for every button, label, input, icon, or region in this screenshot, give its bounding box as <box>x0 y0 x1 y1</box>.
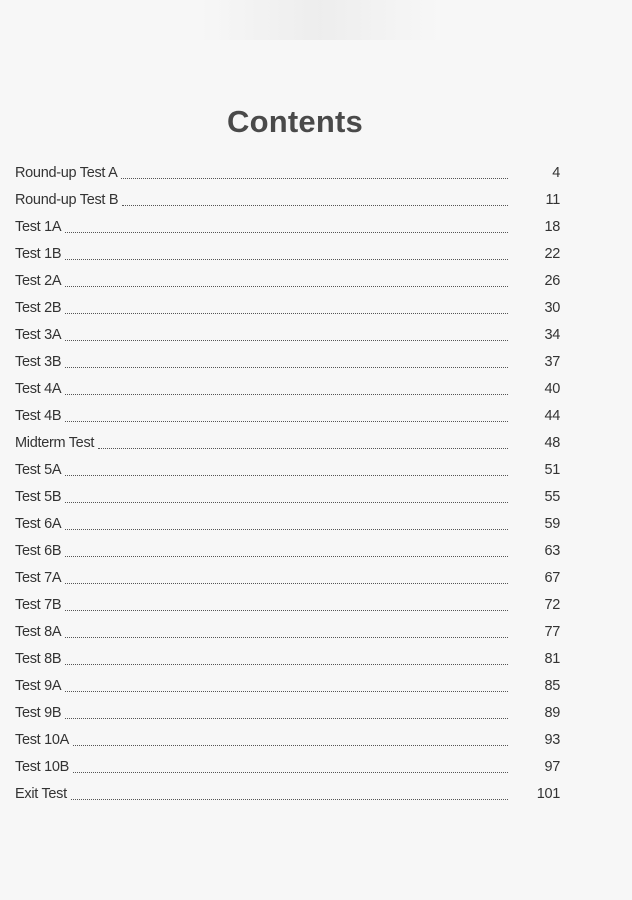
toc-entry <box>15 376 560 403</box>
toc-entry-label: Test 3A <box>15 327 62 343</box>
toc-entry <box>15 187 560 214</box>
dot-leader <box>65 529 508 530</box>
toc-entry-page-number: 51 <box>544 462 560 478</box>
table-of-contents <box>15 160 560 808</box>
dot-leader <box>65 367 508 368</box>
toc-entry-page-number: 97 <box>544 759 560 775</box>
toc-entry <box>15 511 560 538</box>
toc-entry-label: Midterm Test <box>15 435 95 451</box>
toc-entry <box>15 295 560 322</box>
toc-entry <box>15 403 560 430</box>
toc-entry-label: Test 4A <box>15 381 62 397</box>
toc-entry <box>15 538 560 565</box>
toc-entry-page-number: 11 <box>545 192 560 208</box>
dot-leader <box>65 583 508 584</box>
toc-entry-page-number: 77 <box>544 624 560 640</box>
dot-leader <box>65 664 508 665</box>
toc-entry-label: Test 1A <box>15 219 62 235</box>
toc-entry-page-number: 48 <box>544 435 560 451</box>
toc-entry-label: Test 1B <box>15 246 62 262</box>
toc-entry <box>15 619 560 646</box>
toc-entry <box>15 754 560 781</box>
dot-leader <box>65 421 508 422</box>
dot-leader <box>65 610 508 611</box>
toc-entry-page-number: 101 <box>536 786 560 802</box>
toc-entry-label: Test 2B <box>15 300 62 316</box>
toc-entry-label: Test 10B <box>15 759 70 775</box>
toc-entry-label: Test 8B <box>15 651 62 667</box>
toc-entry-page-number: 37 <box>544 354 560 370</box>
dot-leader <box>65 718 508 719</box>
dot-leader <box>65 637 508 638</box>
dot-leader <box>65 259 508 260</box>
toc-entry-label: Round-up Test B <box>15 192 119 208</box>
dot-leader <box>98 448 508 449</box>
toc-entry-page-number: 40 <box>544 381 560 397</box>
toc-entry-page-number: 26 <box>544 273 560 289</box>
toc-entry-page-number: 4 <box>552 165 560 181</box>
toc-entry <box>15 160 560 187</box>
toc-entry <box>15 457 560 484</box>
toc-entry-page-number: 93 <box>544 732 560 748</box>
toc-entry <box>15 673 560 700</box>
toc-entry <box>15 565 560 592</box>
toc-entry-page-number: 72 <box>544 597 560 613</box>
toc-entry-label: Test 2A <box>15 273 62 289</box>
dot-leader <box>121 178 508 179</box>
toc-entry-page-number: 63 <box>544 543 560 559</box>
toc-entry <box>15 592 560 619</box>
toc-entry-label: Test 7B <box>15 597 62 613</box>
dot-leader <box>65 340 508 341</box>
toc-entry-page-number: 85 <box>544 678 560 694</box>
toc-entry <box>15 268 560 295</box>
toc-entry-label: Test 5A <box>15 462 62 478</box>
toc-entry-label: Exit Test <box>15 786 67 802</box>
bleed-through-artifact <box>200 0 440 40</box>
toc-entry-label: Test 3B <box>15 354 62 370</box>
toc-entry <box>15 322 560 349</box>
toc-entry <box>15 700 560 727</box>
toc-entry <box>15 646 560 673</box>
toc-entry-label: Test 7A <box>15 570 62 586</box>
toc-entry-label: Test 10A <box>15 732 70 748</box>
toc-entry <box>15 349 560 376</box>
toc-entry <box>15 214 560 241</box>
toc-entry <box>15 484 560 511</box>
toc-entry-label: Test 6A <box>15 516 62 532</box>
toc-entry-page-number: 18 <box>544 219 560 235</box>
toc-entry-page-number: 89 <box>544 705 560 721</box>
dot-leader <box>122 205 508 206</box>
dot-leader <box>73 772 508 773</box>
toc-entry <box>15 430 560 457</box>
dot-leader <box>65 475 508 476</box>
toc-entry-page-number: 59 <box>544 516 560 532</box>
toc-entry <box>15 781 560 808</box>
toc-entry-label: Test 8A <box>15 624 62 640</box>
page-title: Contents <box>227 104 363 139</box>
toc-entry <box>15 241 560 268</box>
toc-entry-label: Test 9A <box>15 678 62 694</box>
toc-entry-page-number: 81 <box>544 651 560 667</box>
dot-leader <box>65 286 508 287</box>
toc-entry-page-number: 44 <box>544 408 560 424</box>
toc-entry-page-number: 30 <box>544 300 560 316</box>
toc-entry-label: Test 9B <box>15 705 62 721</box>
toc-entry-page-number: 67 <box>544 570 560 586</box>
dot-leader <box>65 394 508 395</box>
dot-leader <box>65 232 508 233</box>
dot-leader <box>71 799 508 800</box>
dot-leader <box>65 313 508 314</box>
toc-entry <box>15 727 560 754</box>
dot-leader <box>65 556 508 557</box>
toc-entry-label: Round-up Test A <box>15 165 118 181</box>
dot-leader <box>65 502 508 503</box>
toc-entry-page-number: 55 <box>544 489 560 505</box>
toc-entry-label: Test 6B <box>15 543 62 559</box>
toc-entry-page-number: 22 <box>544 246 560 262</box>
toc-entry-label: Test 5B <box>15 489 62 505</box>
toc-entry-page-number: 34 <box>544 327 560 343</box>
dot-leader <box>73 745 508 746</box>
toc-entry-label: Test 4B <box>15 408 62 424</box>
dot-leader <box>65 691 508 692</box>
